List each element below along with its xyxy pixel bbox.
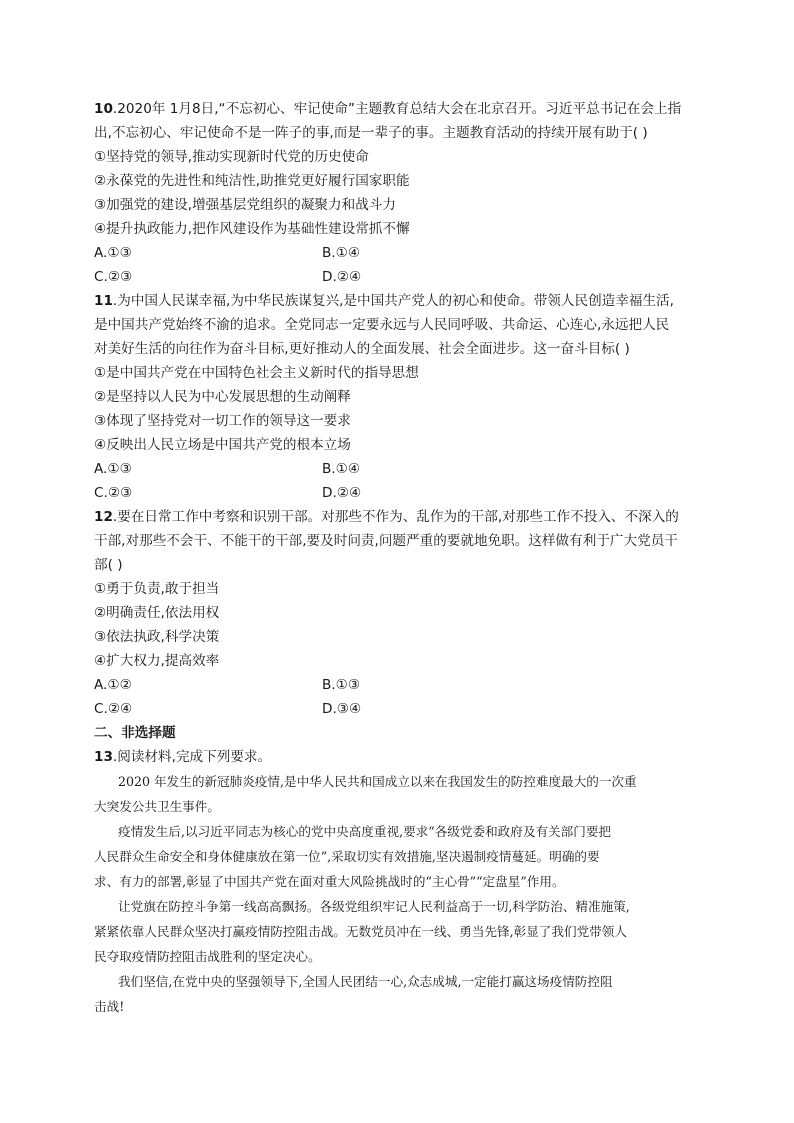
q11-item-4: ④反映出人民立场是中国共产党的根本立场 xyxy=(94,437,351,453)
q11-number: 11 xyxy=(94,293,113,309)
q10-option-a[interactable]: A.①③ xyxy=(94,245,132,261)
q11-option-a[interactable]: A.①③ xyxy=(94,461,132,477)
q12-item-3: ③依法执政,科学决策 xyxy=(94,629,220,645)
q10-item-1: ①坚持党的领导,推动实现新时代党的历史使命 xyxy=(94,149,369,165)
q11-stem-line-3: 对美好生活的向往作为奋斗目标,更好推动人的全面发展、社会全面进步。这一奋斗目标( ) xyxy=(94,341,630,357)
q11-item-2: ②是坚持以人民为中心发展思想的生动阐释 xyxy=(94,389,351,405)
q10-item-2: ②永葆党的先进性和纯洁性,助推党更好履行国家职能 xyxy=(94,173,410,189)
q12-option-d[interactable]: D.③④ xyxy=(322,701,362,717)
q13-stem: 13.阅读材料,完成下列要求。 xyxy=(94,749,272,765)
q13-material-line-9: 我们坚信,在党中央的坚强领导下,全国人民团结一心,众志成城,一定能打赢这场疫情防控阻 xyxy=(118,974,613,989)
q12-option-a[interactable]: A.①② xyxy=(94,677,132,693)
q11-item-1: ①是中国共产党在中国特色社会主义新时代的指导思想 xyxy=(94,365,419,381)
q11-option-d[interactable]: D.②④ xyxy=(322,485,362,501)
q12-item-2: ②明确责任,依法用权 xyxy=(94,605,220,621)
q10-item-3: ③加强党的建设,增强基层党组织的凝聚力和战斗力 xyxy=(94,197,396,213)
q13-material-line-10: 击战! xyxy=(94,999,125,1014)
q13-material-line-5: 求、有力的部署,彰显了中国共产党在面对重大风险挑战时的“主心骨”“定盘星”作用。 xyxy=(94,874,565,889)
q12-stem-line-2: 干部,对那些不会干、不能干的干部,要及时问责,问题严重的要就地免职。这样做有利于广大党员干 xyxy=(94,533,678,549)
q12-item-4: ④扩大权力,提高效率 xyxy=(94,653,220,669)
q12-option-b[interactable]: B.①③ xyxy=(322,677,361,693)
q13-material-line-8: 民夺取疫情防控阻击战胜利的坚定决心。 xyxy=(94,949,321,964)
q10-number: 10 xyxy=(94,101,113,117)
q12-item-1: ①勇于负责,敢于担当 xyxy=(94,581,220,597)
q11-stem-line-2: 是中国共产党始终不渝的追求。全党同志一定要永远与人民同呼吸、共命运、心连心,永远把人民 xyxy=(94,317,670,333)
q11-stem-line-1: 11.为中国人民谋幸福,为中华民族谋复兴,是中国共产党人的初心和使命。带领人民创造幸福生活, xyxy=(94,293,674,309)
q12-stem-line-1: 12.要在日常工作中考察和识别干部。对那些不作为、乱作为的干部,对那些工作不投入、不深入的 xyxy=(94,509,679,525)
q13-material-line-2: 大突发公共卫生事件。 xyxy=(94,799,220,814)
q11-item-3: ③体现了坚持党对一切工作的领导这一要求 xyxy=(94,413,351,429)
q10-item-4: ④提升执政能力,把作风建设作为基础性建设常抓不懈 xyxy=(94,221,410,237)
section-heading: 二、非选择题 xyxy=(94,725,176,741)
q13-material-line-3: 疫情发生后,以习近平同志为核心的党中央高度重视,要求“各级党委和政府及有关部门要把 xyxy=(118,824,612,839)
q13-material-line-1: 2020 年发生的新冠肺炎疫情,是中华人民共和国成立以来在我国发生的防控难度最大的一次重 xyxy=(118,774,637,789)
q10-option-c[interactable]: C.②③ xyxy=(94,269,133,285)
q11-option-b[interactable]: B.①④ xyxy=(322,461,361,477)
q12-option-c[interactable]: C.②④ xyxy=(94,701,133,717)
q12-number: 12 xyxy=(94,509,113,525)
q10-options-row-1 xyxy=(94,241,132,265)
q10-option-d[interactable]: D.②④ xyxy=(322,269,362,285)
q13-material-line-4: 人民群众生命安全和身体健康放在第一位”,采取切实有效措施,坚决遏制疫情蔓延。明确的要 xyxy=(94,849,600,864)
q13-number: 13 xyxy=(94,749,113,765)
q10-stem-line-1: 10.2020年 1月8日,“不忘初心、牢记使命”主题教育总结大会在北京召开。习近平总书记在会上指 xyxy=(94,101,682,117)
q10-option-b[interactable]: B.①④ xyxy=(322,245,361,261)
q13-material-line-6: 让党旗在防控斗争第一线高高飘扬。各级党组织牢记人民利益高于一切,科学防治、精准施策, xyxy=(118,899,630,914)
q11-option-c[interactable]: C.②③ xyxy=(94,485,133,501)
q13-material-line-7: 紧紧依靠人民群众坚决打赢疫情防控阻击战。无数党员冲在一线、勇当先锋,彰显了我们党带领人 xyxy=(94,924,627,939)
q12-stem-line-3: 部( ) xyxy=(94,557,123,573)
q10-stem-line-2: 出,不忘初心、牢记使命不是一阵子的事,而是一辈子的事。主题教育活动的持续开展有助于( ) xyxy=(94,125,648,141)
